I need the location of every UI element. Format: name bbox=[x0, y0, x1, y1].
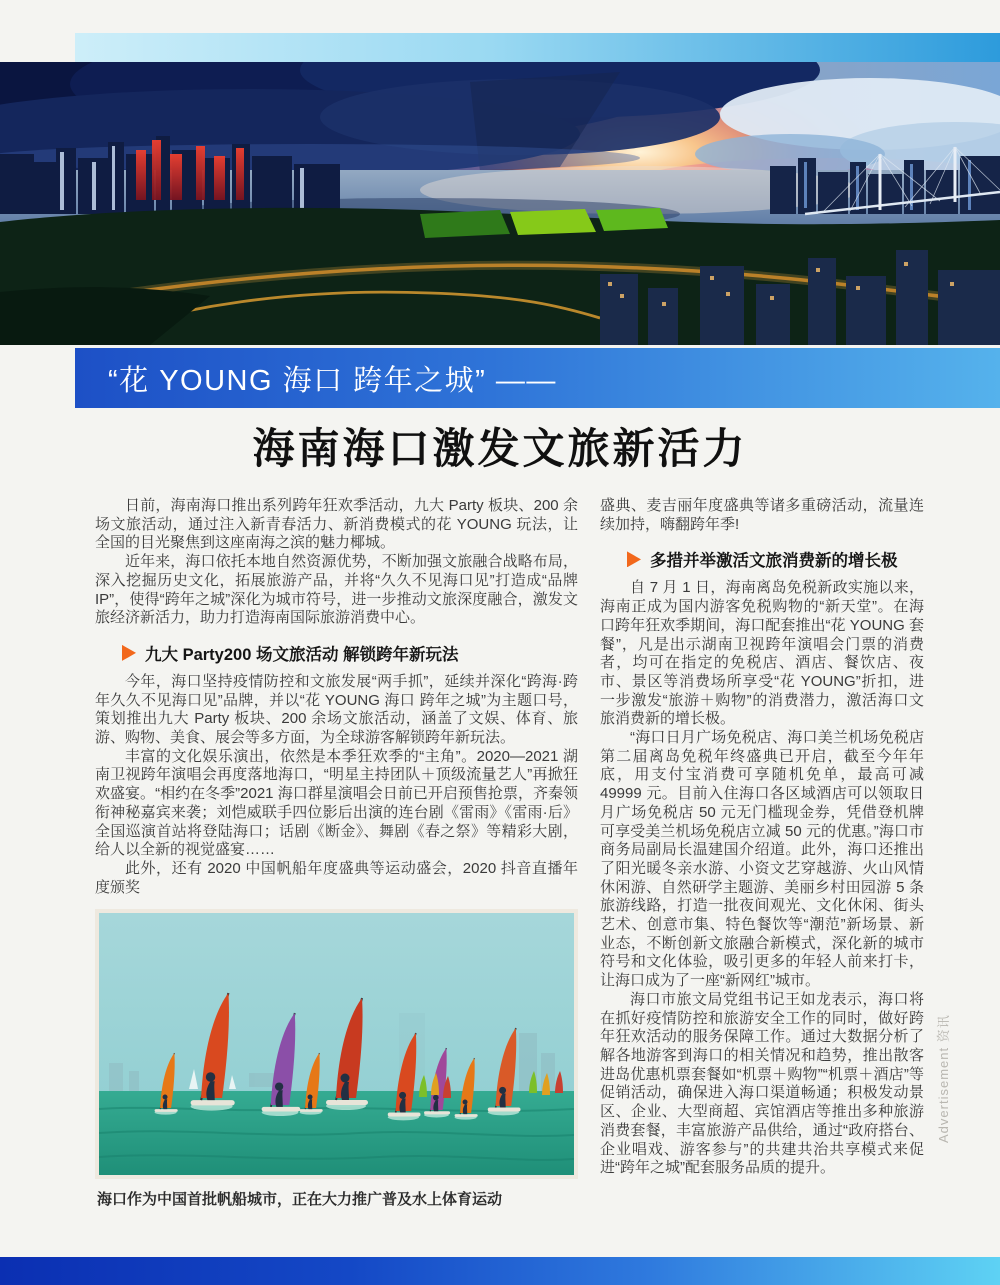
section-heading-text: 九大 Party200 场文旅活动 解锁跨年新玩法 bbox=[145, 645, 459, 664]
hero-panorama-photo bbox=[0, 62, 1000, 345]
advertisement-vertical-label: Advertisement 资讯 bbox=[936, 1014, 951, 1143]
section-heading-2 bbox=[627, 547, 924, 571]
play-triangle-icon bbox=[122, 645, 136, 661]
paragraph: 海口市旅文局党组书记王如龙表示，海口将在抓好疫情防控和旅游安全工作的同时，做好跨年狂欢活动的服务保障工作。通过大数据分析了解各地游客到海口的相关情况和趋势，推出散客进岛优惠机票套餐如“机票＋购物”“机票＋酒店”等促销活动，确保进入海口渠道畅通；积极发动景区、企业、大型商超、宾馆酒店等推出多种旅游消费套餐，丰富旅游产品供给，通过“政府搭台、企业唱戏、游客参与”的共建共治共享模式来促进“跨年之城”配套服务品质的提升。 bbox=[600, 990, 924, 1177]
bottom-decoration-bar bbox=[0, 1257, 1000, 1285]
top-decoration-strip bbox=[75, 33, 1000, 62]
right-column bbox=[600, 497, 924, 1209]
left-column bbox=[95, 497, 578, 1209]
paragraph: “海口日月广场免税店、海口美兰机场免税店第二届离岛免税年终盛典已开启，截至今年年底，用支付宝消费可享随机免单，最高可减 49999 元。目前入住海口各区域酒店可以领取日月广场免税店 50 元无门槛现金券，凭借登机牌可享受美兰机场免税店立减 50 元的优惠。”海口市商务局副局长温建国介绍道。此外，海口还推出了阳光暖冬亲水游、小资文艺穿越游、火山风情休闲游、自然研学主题游、美丽乡村田园游 5 条旅游线路，打造一批夜间观光、文化休闲、街头艺术、创意市集、特色餐饮等“潮范”新场景、新业态，不断创新文旅融合新模式，深化新的城市符号和文化体验，吸引更多的年轻人前来打卡，让海口成为了一座“新网红”城市。 bbox=[600, 729, 924, 990]
article-body bbox=[95, 497, 924, 1209]
paragraph: 近年来，海口依托本地自然资源优势，不断加强文旅融合战略布局，深入挖掘历史文化，拓展旅游产品，并将“久久不见海口见”打造成“品牌 IP”，使得“跨年之城”深化为城市符号，进一步推动文旅深度融合，激发文旅经济新活力，助力打造海南国际旅游消费中心。 bbox=[95, 553, 578, 627]
paragraph: 日前，海南海口推出系列跨年狂欢季活动，九大 Party 板块、200 余场文旅活动，通过注入新青春活力、新消费模式的花 YOUNG 玩法，让全国的目光聚焦到这座南海之滨的魅力椰城。 bbox=[95, 497, 578, 552]
paragraph: 此外，还有 2020 中国帆船年度盛典等运动盛会，2020 抖音直播年度颁奖 bbox=[95, 859, 578, 896]
haikou-panorama-illustration bbox=[0, 62, 1000, 345]
section-heading-text: 多措并举激活文旅消费新的增长极 bbox=[650, 552, 898, 571]
paragraph: 丰富的文化娱乐演出，依然是本季狂欢季的“主角”。2020—2021 湖南卫视跨年演唱会再度落地海口，“明星主持团队＋顶级流量艺人”再掀狂欢盛宴。“相约在冬季”2021 海口群星演唱会日前已开启预售抢票，齐秦领衔神秘嘉宾来袭；刘恺威联手四位影后出演的连台剧《雷雨》《雷雨·后》全国巡演首站将登陆海口；话剧《断金》、舞剧《春之祭》等精彩大剧，给人以全新的视觉盛宴…… bbox=[95, 747, 578, 859]
article-title: 海南海口激发文旅新活力 bbox=[252, 427, 748, 473]
play-triangle-icon bbox=[627, 551, 641, 567]
kicker-banner-text: “花 YOUNG 海口 跨年之城” —— bbox=[108, 364, 557, 397]
photo-caption: 海口作为中国首批帆船城市，正在大力推广普及水上体育运动 bbox=[97, 1191, 503, 1209]
paragraph: 自 7 月 1 日，海南离岛免税新政实施以来，海南正成为国内游客免税购物的“新天堂”。在海口跨年狂欢季期间，海口配套推出“花 YOUNG 套餐”，凡是出示湖南卫视跨年演唱会门票的消费者，均可在指定的免税店、酒店、餐饮店、夜市、景区等消费场所享受“花 YOUNG”折扣，进一步激发“旅游＋购物”的消费潜力，激活海口文旅消费新的增长极。 bbox=[600, 579, 924, 728]
windsurfing-photo-illustration bbox=[99, 913, 574, 1175]
section-heading-1 bbox=[122, 641, 578, 665]
windsurfing-photo bbox=[95, 909, 578, 1179]
kicker-banner bbox=[75, 348, 1000, 408]
paragraph: 盛典、麦吉丽年度盛典等诸多重磅活动，流量连续加持，嗨翻跨年季! bbox=[600, 497, 924, 533]
paragraph: 今年，海口坚持疫情防控和文旅发展“两手抓”，延续并深化“跨海·跨年久久不见海口见”品牌，并以“花 YOUNG 海口 跨年之城”为主题口号，策划推出九大 Party 板块、200 余场文旅活动，涵盖了文娱、体育、旅游、购物、美食、展会等多方面，为全球游客解锁跨年新玩法。 bbox=[95, 672, 578, 747]
